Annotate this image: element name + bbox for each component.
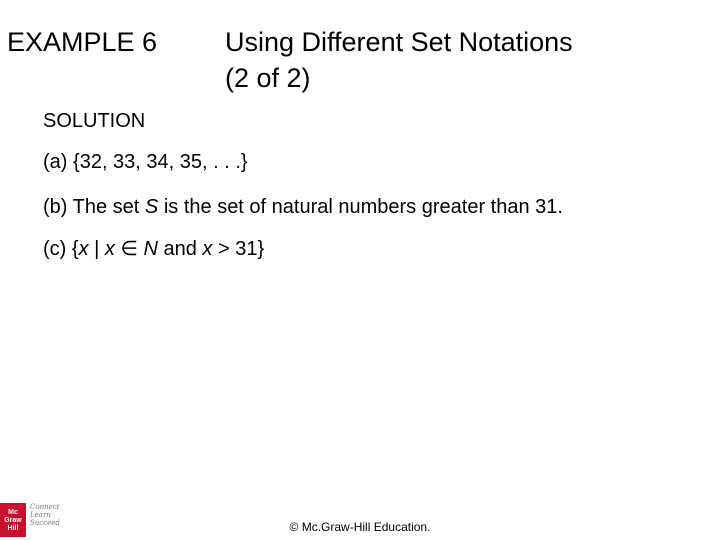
variable-x-1: x <box>78 238 89 260</box>
logo-tagline-1: Connect <box>30 503 60 511</box>
part-c-tail: 31} <box>235 238 265 260</box>
slide-title <box>225 26 573 98</box>
variable-x-3: x <box>202 238 213 260</box>
part-a-set: {32, 33, 34, 35, . . .} <box>73 151 248 173</box>
logo-badge-line-2: Graw <box>4 517 22 524</box>
title-line-2: (2 of 2) <box>225 63 311 93</box>
such-that-bar: | <box>94 238 100 260</box>
brace-open: { <box>71 238 79 260</box>
natural-numbers-n: N <box>143 238 158 260</box>
variable-x-2: x <box>104 238 115 260</box>
element-of-symbol: ∈ <box>120 238 138 260</box>
logo-badge-line-3: Hill <box>7 525 19 532</box>
logo-tagline-2: Learn <box>30 511 51 519</box>
example-label: EXAMPLE 6 <box>7 27 158 57</box>
part-b-prefix: (b) <box>43 196 68 218</box>
title-line-1: Using Different Set Notations <box>225 27 573 57</box>
set-variable-s: S <box>144 196 159 218</box>
logo-tagline-3: Succeed <box>30 519 60 527</box>
part-b-text-post: is the set of natural numbers greater than 31. <box>163 196 563 218</box>
part-a-prefix: (a) <box>43 151 68 173</box>
solution-part-b <box>43 195 563 219</box>
solution-part-a <box>43 150 248 174</box>
greater-than-symbol: > <box>217 238 230 260</box>
and-word: and <box>163 238 197 260</box>
part-c-prefix: (c) <box>43 238 67 260</box>
solution-part-c <box>43 237 264 261</box>
solution-heading: SOLUTION <box>43 110 146 132</box>
copyright-footer: © Mc.Graw-Hill Education. <box>289 520 431 534</box>
part-b-text-pre: The set <box>72 196 140 218</box>
logo-badge-line-1: Mc <box>8 509 18 516</box>
